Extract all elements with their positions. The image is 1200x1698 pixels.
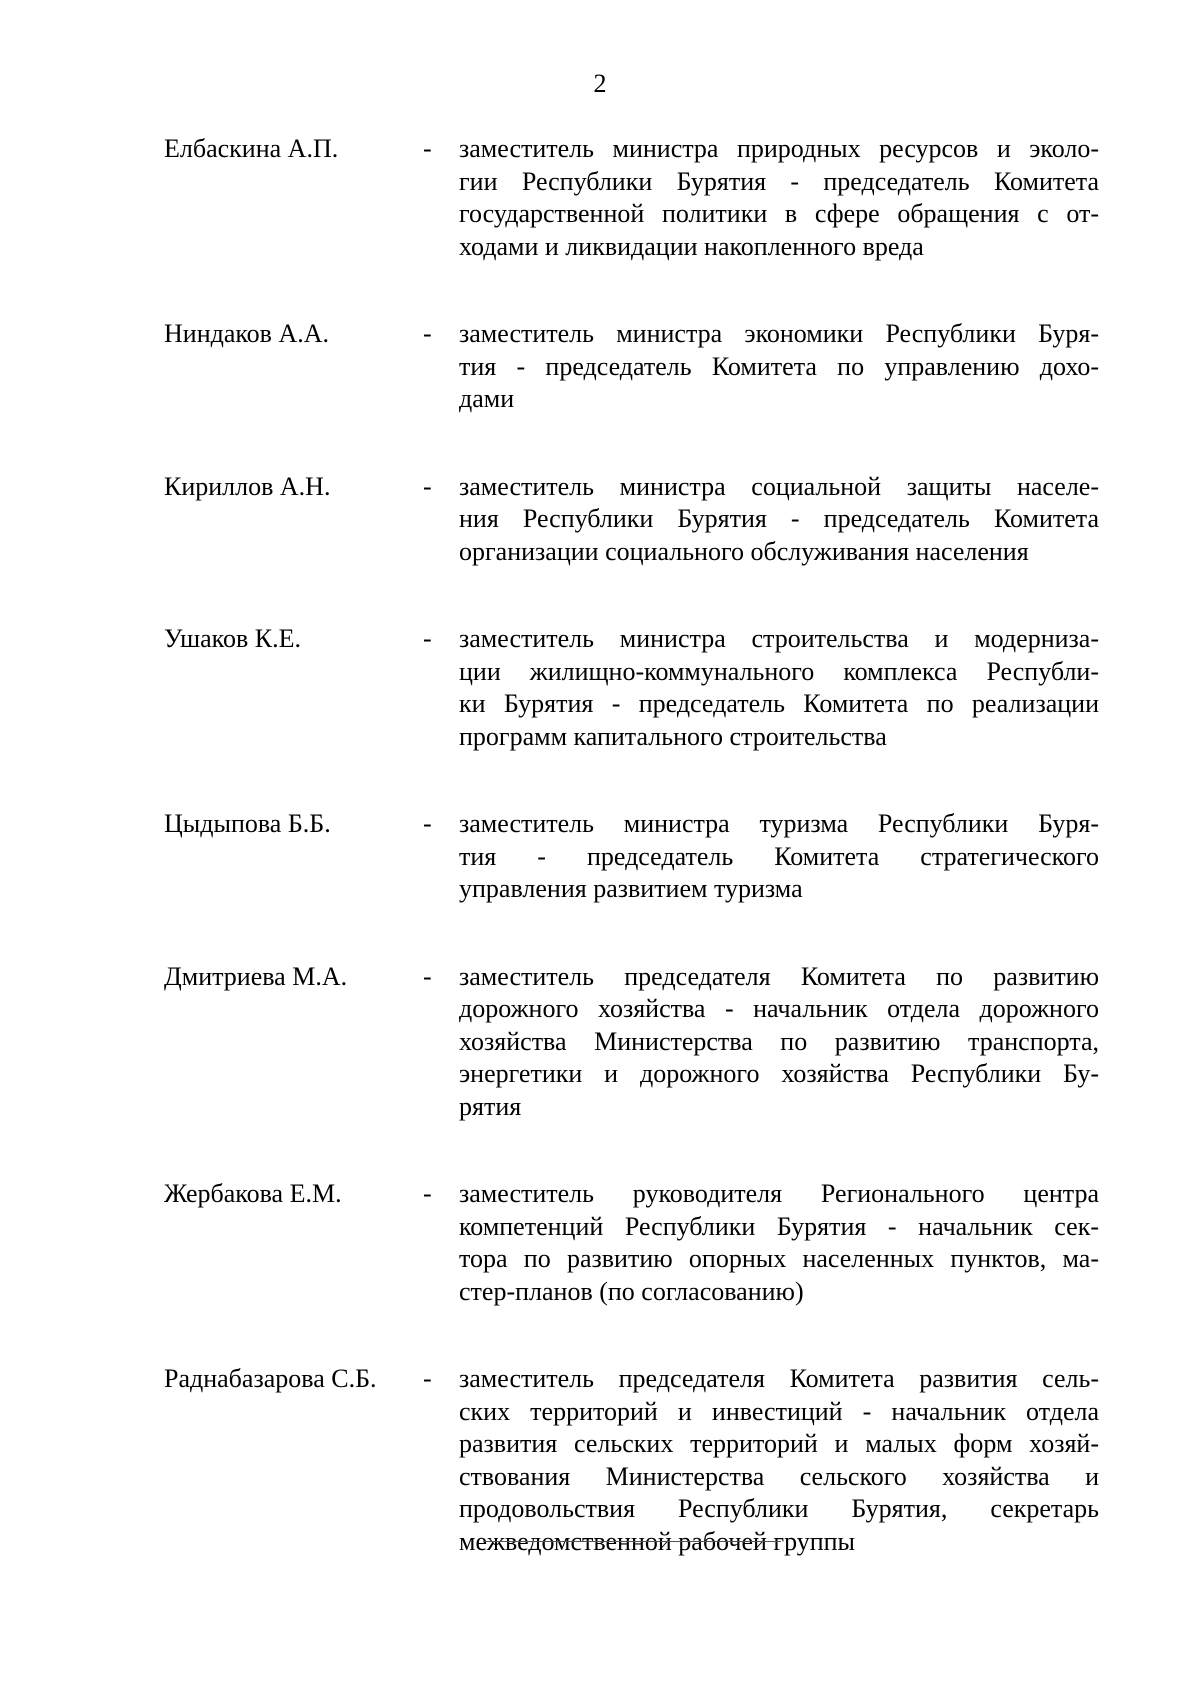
member-row (0, 133, 1200, 261)
member-role-line: тия - председатель Комитета по управлению дохо- (459, 351, 1099, 381)
member-role-line: ских территорий и инвестиций - начальник отдела (459, 1396, 1099, 1426)
member-role (459, 623, 1099, 753)
member-name: Дмитриева М.А. (164, 961, 348, 991)
member-role (459, 318, 1099, 416)
member-role-line: компетенций Республики Бурятия - начальник сек- (459, 1211, 1099, 1241)
closing-rule (483, 1541, 781, 1542)
member-role-line: гии Республики Бурятия - председатель Комитета (459, 166, 1099, 196)
member-name: Цыдыпова Б.Б. (164, 809, 331, 838)
member-dash: - (423, 471, 432, 501)
member-dash: - (423, 1179, 432, 1208)
member-role (459, 1363, 1099, 1558)
member-role-line: заместитель руководителя Регионального центра (459, 1179, 1099, 1208)
member-name: Кириллов А.Н. (164, 471, 331, 501)
member-role-line: управления развитием туризма (459, 874, 803, 903)
member-role (459, 471, 1099, 569)
member-role-line: организации социального обслуживания населения (459, 536, 1029, 566)
member-role-line: тора по развитию опорных населенных пунктов, ма- (459, 1244, 1099, 1273)
member-name: Жербакова Е.М. (164, 1179, 342, 1208)
member-role-line: заместитель министра туризма Республики Буря- (459, 809, 1099, 838)
member-role-line: ствования Министерства сельского хозяйства и (459, 1461, 1099, 1491)
member-role-line: тия - председатель Комитета стратегического (459, 841, 1099, 871)
member-row (0, 623, 1200, 751)
member-role (459, 1178, 1099, 1308)
member-row (0, 471, 1200, 566)
member-role-line: программ капитального строительства (459, 721, 887, 751)
member-dash: - (423, 809, 432, 838)
member-role-line: заместитель председателя Комитета развития сель- (459, 1364, 1099, 1393)
member-role-line: дами (459, 384, 515, 413)
member-role-line: дорожного хозяйства - начальник отдела дорожного (459, 994, 1099, 1023)
member-role (459, 961, 1099, 1124)
member-role-line: ции жилищно-коммунального комплекса Республи- (459, 656, 1099, 686)
member-role-line: государственной политики в сфере обращения с от- (459, 199, 1099, 228)
member-role-line: заместитель председателя Комитета по развитию (459, 961, 1099, 991)
member-dash: - (423, 624, 432, 653)
member-name: Ниндаков А.А. (164, 319, 330, 348)
member-dash: - (423, 1364, 432, 1393)
member-role-line: развития сельских территорий и малых форм хозяй- (459, 1429, 1099, 1458)
member-name: Елбаскина А.П. (164, 134, 339, 163)
member-role-line: заместитель министра социальной защиты населе- (459, 471, 1099, 501)
member-role-line: заместитель министра строительства и модерниза- (459, 624, 1099, 653)
member-row (0, 318, 1200, 413)
member-role-line: рятия (459, 1091, 522, 1121)
member-role-line: продовольствия Республики Бурятия, секретарь (459, 1494, 1099, 1523)
member-role-line: ходами и ликвидации накопленного вреда (459, 231, 924, 261)
page-number: 2 (593, 69, 607, 98)
member-role-line: стер-планов (по согласованию) (459, 1276, 804, 1306)
member-row (0, 808, 1200, 903)
member-dash: - (423, 961, 432, 991)
member-role-line: межведомственной рабочей группы (459, 1526, 856, 1556)
member-role-line: заместитель министра экономики Республики Буря- (459, 319, 1099, 348)
member-role-line: энергетики и дорожного хозяйства Республики Бу- (459, 1059, 1099, 1088)
member-role (459, 133, 1099, 263)
member-role (459, 808, 1099, 906)
member-dash: - (423, 319, 432, 348)
member-row (0, 1363, 1200, 1556)
member-row (0, 1178, 1200, 1306)
member-name: Раднабазарова С.Б. (164, 1364, 377, 1393)
member-role-line: хозяйства Министерства по развитию транспорта, (459, 1026, 1099, 1056)
member-dash: - (423, 134, 432, 163)
member-row (0, 961, 1200, 1121)
member-role-line: ния Республики Бурятия - председатель Комитета (459, 504, 1099, 533)
member-name: Ушаков К.Е. (164, 624, 301, 653)
member-role-line: заместитель министра природных ресурсов и эколо- (459, 134, 1099, 163)
member-role-line: ки Бурятия - председатель Комитета по реализации (459, 689, 1099, 718)
